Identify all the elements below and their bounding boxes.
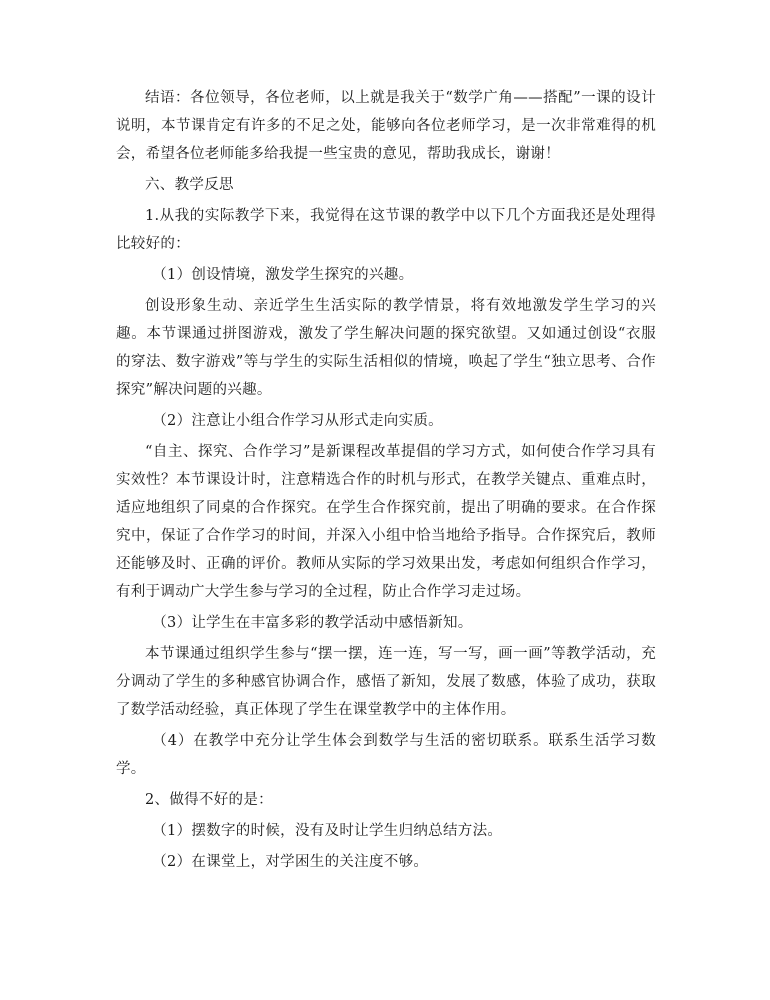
- conclusion-paragraph: 结语：各位领导，各位老师，以上就是我关于“数学广角——搭配”一课的设计说明，本节课肯定有许多的不足之处，能够向各位老师学习，是一次非常难得的机会，希望各位老师能多给我提一些宝贵的意见，帮助我成长，谢谢！: [116, 90, 656, 162]
- subheading-1: （1）创设情境，激发学生探究的兴趣。: [152, 267, 414, 283]
- body-paragraph-1: 创设形象生动、亲近学生生活实际的教学情景，将有效地激发学生学习的兴趣。本节课通过拼图游戏，激发了学生解决问题的探究欲望。又如通过创设“衣服的穿法、数字游戏”等与学生的实际生活相似的情境，唤起了学生“独立思考、合作探究”解决问题的兴趣。: [116, 298, 656, 398]
- reflection-item-1: 1.从我的实际教学下来，我觉得在这节课的教学中以下几个方面我还是处理得比较好的：: [116, 208, 656, 252]
- subheading-2: （2）注意让小组合作学习从形式走向实质。: [152, 413, 443, 429]
- shortcoming-2: （2）在课堂上，对学困生的关注度不够。: [152, 854, 429, 870]
- document-body: [116, 84, 656, 876]
- section-heading-reflection: 六、教学反思: [145, 177, 234, 193]
- reflection-item-2: 2、做得不好的是：: [145, 792, 273, 808]
- shortcoming-1: （1）摆数字的时候，没有及时让学生归纳总结方法。: [152, 823, 503, 839]
- body-paragraph-2: “自主、探究、合作学习”是新课程改革提倡的学习方式，如何使合作学习具有实效性？本节课设计时，注意精选合作的时机与形式，在教学关键点、重难点时，适应地组织了同桌的合作探究。在学生合作探究前，提出了明确的要求。在合作探究中，保证了合作学习的时间，并深入小组中恰当地给予指导。合作探究后，教师还能够及时、正确的评价。教师从实际的学习效果出发，考虑如何组织合作学习，有利于调动广大学生参与学习的全过程，防止合作学习走过场。: [116, 444, 656, 600]
- subheading-4: （4）在教学中充分让学生体会到数学与生活的密切联系。联系生活学习数学。: [116, 733, 656, 777]
- subheading-3: （3）让学生在丰富多彩的教学活动中感悟新知。: [152, 615, 473, 631]
- body-paragraph-3: 本节课通过组织学生参与“摆一摆，连一连，写一写，画一画”等教学活动，充分调动了学生的多种感官协调合作，感悟了新知，发展了数感，体验了成功，获取了数学活动经验，真正体现了学生在课堂教学中的主体作用。: [116, 646, 656, 718]
